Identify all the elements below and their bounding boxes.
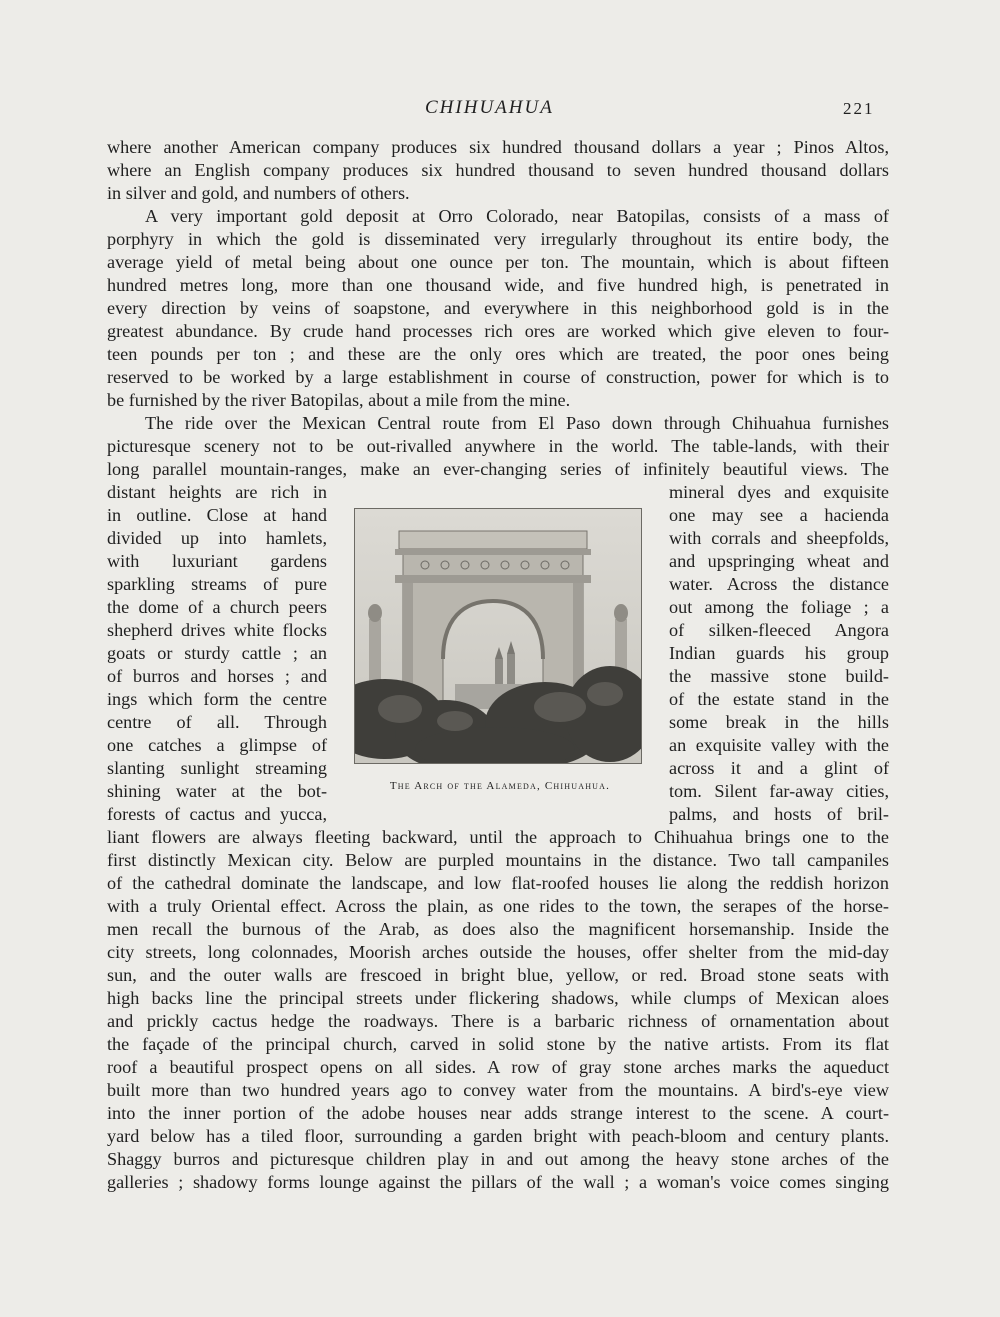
- text-line: porphyry in which the gold is disseminated very irregularly throughout its entire body, the: [107, 229, 889, 249]
- text-line: yard below has a tiled floor, surrounding a garden bright with peach-bloom and century plants.: [107, 1126, 889, 1146]
- text-line: picturesque scenery not to be out-rivalled anywhere in the world. The table-lands, with their: [107, 436, 889, 456]
- left-column-line: the dome of a church peers: [107, 597, 327, 617]
- left-column-line: slanting sunlight streaming: [107, 758, 327, 778]
- text-line: where another American company produces six hundred thousand dollars a year ; Pinos Altos,: [107, 137, 889, 157]
- right-column-line: the massive stone build-: [669, 666, 889, 686]
- arch-photograph: [354, 508, 642, 764]
- left-column-line: forests of cactus and yucca,: [107, 804, 327, 824]
- right-column-line: of silken-fleeced Angora: [669, 620, 889, 640]
- text-line: be furnished by the river Batopilas, about a mile from the mine.: [107, 390, 571, 410]
- text-line: long parallel mountain-ranges, make an ever-changing series of infinitely beautiful views. The: [107, 459, 889, 479]
- left-column-line: divided up into hamlets,: [107, 528, 327, 548]
- text-line: hundred metres long, more than one thousand wide, and five hundred high, is penetrated in: [107, 275, 889, 295]
- text-line: first distinctly Mexican city. Below are purpled mountains in the distance. Two tall campaniles: [107, 850, 889, 870]
- text-line: roof a beautiful prospect opens on all sides. A row of gray stone arches marks the aqueduct: [107, 1057, 889, 1077]
- right-column-line: Indian guards his group: [669, 643, 889, 663]
- text-line: the façade of the principal church, carved in solid stone by the native artists. From its flat: [107, 1034, 889, 1054]
- right-column-line: some break in the hills: [669, 712, 889, 732]
- right-column-line: out among the foliage ; a: [669, 597, 889, 617]
- right-column-line: tom. Silent far-away cities,: [669, 781, 889, 801]
- text-line: city streets, long colonnades, Moorish arches outside the houses, offer shelter from the mid-day: [107, 942, 889, 962]
- page-number: 221: [843, 99, 875, 118]
- text-line: with a truly Oriental effect. Across the plain, as one rides to the town, the serapes of the horse-: [107, 896, 889, 916]
- left-column-line: of burros and horses ; and: [107, 666, 327, 686]
- running-head: [0, 97, 1000, 123]
- left-column-line: goats or sturdy cattle ; an: [107, 643, 327, 663]
- text-line: where an English company produces six hundred thousand to seven hundred thousand dollars: [107, 160, 889, 180]
- right-column-line: water. Across the distance: [669, 574, 889, 594]
- left-column-line: one catches a glimpse of: [107, 735, 327, 755]
- right-column-line: with corrals and sheepfolds,: [669, 528, 889, 548]
- text-line: greatest abundance. By crude hand processes rich ores are worked which give eleven to four-: [107, 321, 889, 341]
- right-column-line: palms, and hosts of bril-: [669, 804, 889, 824]
- running-title: CHIHUAHUA: [425, 97, 554, 118]
- right-column-line: across it and a glint of: [669, 758, 889, 778]
- right-column-line: one may see a hacienda: [669, 505, 889, 525]
- text-line: every direction by veins of soapstone, and everywhere in this neighborhood gold is in the: [107, 298, 889, 318]
- right-column-line: and upspringing wheat and: [669, 551, 889, 571]
- left-column-line: shepherd drives white flocks: [107, 620, 327, 640]
- left-column-line: with luxuriant gardens: [107, 551, 327, 571]
- text-line: into the inner portion of the adobe houses near adds strange interest to the scene. A court-: [107, 1103, 889, 1123]
- left-column-line: sparkling streams of pure: [107, 574, 327, 594]
- text-line: high backs line the principal streets under flickering shadows, while clumps of Mexican aloes: [107, 988, 889, 1008]
- text-line: sun, and the outer walls are frescoed in bright blue, yellow, or red. Broad stone seats with: [107, 965, 889, 985]
- left-column-line: centre of all. Through: [107, 712, 327, 732]
- paragraph-start: The ride over the Mexican Central route from El Paso down through Chihuahua furnishes: [145, 413, 889, 433]
- left-column-line: shining water at the bot-: [107, 781, 327, 801]
- text-line: liant flowers are always fleeting backward, until the approach to Chihuahua brings one to the: [107, 827, 889, 847]
- text-line: Shaggy burros and picturesque children play in and out among the heavy stone arches of the: [107, 1149, 889, 1169]
- text-line: and prickly cactus hedge the roadways. There is a barbaric richness of ornamentation about: [107, 1011, 889, 1031]
- text-line: men recall the burnous of the Arab, as does also the magnificent horsemanship. Inside the: [107, 919, 889, 939]
- figure-caption: The Arch of the Alameda, Chihuahua.: [389, 780, 611, 792]
- paragraph-start: A very important gold deposit at Orro Colorado, near Batopilas, consists of a mass of: [145, 206, 889, 226]
- left-column-line: in outline. Close at hand: [107, 505, 327, 525]
- right-column-line: mineral dyes and exquisite: [669, 482, 889, 502]
- text-line: in silver and gold, and numbers of others.: [107, 183, 410, 203]
- left-column-line: ings which form the centre: [107, 689, 327, 709]
- text-line: teen pounds per ton ; and these are the only ores which are treated, the poor ones being: [107, 344, 889, 364]
- left-column-line: distant heights are rich in: [107, 482, 327, 502]
- text-line: of the cathedral dominate the landscape, and low flat-roofed houses lie along the reddish horizon: [107, 873, 889, 893]
- right-column-line: of the estate stand in the: [669, 689, 889, 709]
- right-column-line: an exquisite valley with the: [669, 735, 889, 755]
- text-line: average yield of metal being about one ounce per ton. The mountain, which is about fifteen: [107, 252, 889, 272]
- text-line: galleries ; shadowy forms lounge against the pillars of the wall ; a woman's voice comes singing: [107, 1172, 889, 1192]
- text-line: reserved to be worked by a large establishment in course of construction, power for which is to: [107, 367, 889, 387]
- text-line: built more than two hundred years ago to convey water from the mountains. A bird's-eye view: [107, 1080, 889, 1100]
